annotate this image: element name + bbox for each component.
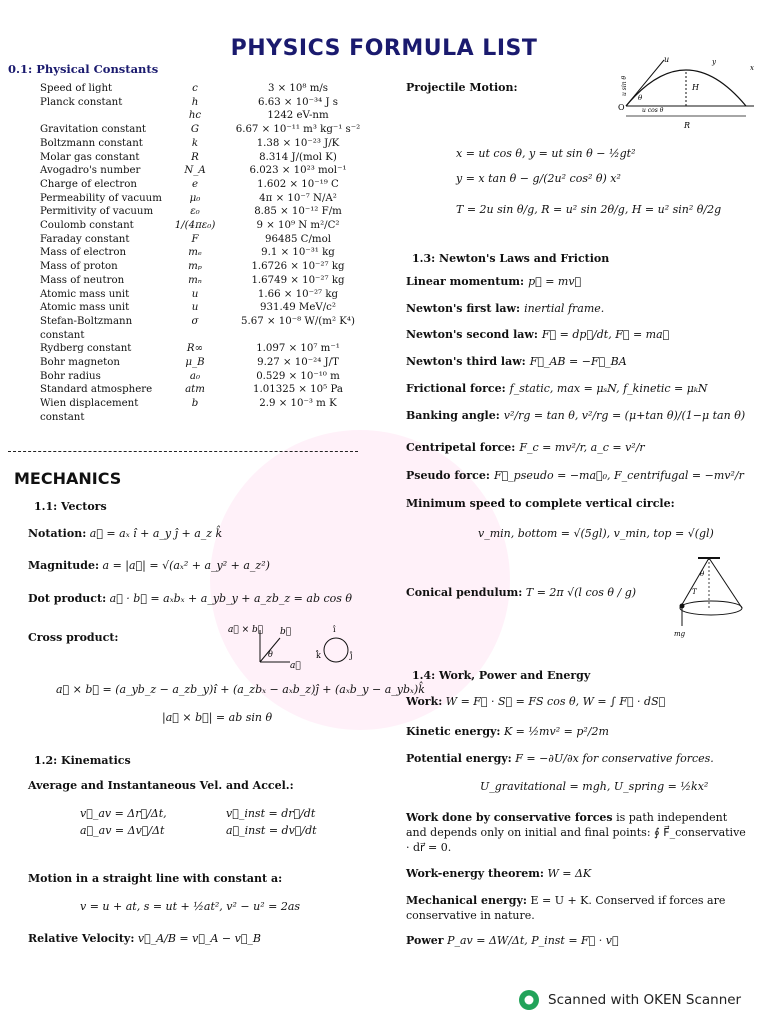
constant-name: Molar gas constant — [40, 151, 140, 163]
ke-line — [406, 725, 609, 738]
newton-item-label: Newton's first law: — [406, 302, 521, 315]
fig-H: H — [692, 83, 699, 92]
fig-b-label: b⃗ — [280, 627, 292, 637]
we-eq: W = ΔK — [547, 867, 592, 880]
a-av-eq: a⃗_av = Δv⃗/Δt — [80, 824, 165, 837]
constant-value: 1.602 × 10⁻¹⁹ C — [257, 178, 339, 190]
constant-name: Rydberg constant — [40, 343, 132, 355]
constant-symbol: N_A — [184, 165, 206, 177]
dot-eq: a⃗ · b⃗ = aₓbₓ + a_yb_y + a_zb_z = ab cos θ — [109, 592, 353, 605]
newton-item-label: Newton's second law: — [406, 328, 538, 341]
newton-item — [406, 409, 745, 422]
constant-name: Stefan-Boltzmann constant — [40, 315, 133, 341]
cross-mag-eq: |a⃗ × b⃗| = ab sin θ — [162, 711, 273, 724]
avg-inst-label: Average and Instantaneous Vel. and Accel.: — [28, 779, 294, 792]
constant-symbol: a₀ — [189, 370, 201, 382]
constant-value: 6.023 × 10²³ mol⁻¹ — [249, 165, 347, 177]
magnitude-label: Magnitude: — [28, 559, 100, 572]
constant-name: Atomic mass unit — [40, 302, 130, 314]
constant-symbol: G — [190, 124, 200, 136]
constant-name — [40, 109, 167, 123]
newton-item — [406, 441, 645, 454]
constant-name: Atomic mass unit — [40, 288, 130, 300]
constant-name: Avogadro's number — [40, 165, 141, 177]
constant-name: Mass of electron — [40, 247, 127, 259]
constant-row — [40, 383, 373, 397]
constant-value: 8.85 × 10⁻¹² F/m — [254, 206, 342, 218]
constant-row — [40, 370, 373, 384]
scanner-footer — [518, 989, 741, 1011]
page-title: PHYSICS FORMULA LIST — [230, 36, 538, 61]
constant-row — [40, 123, 373, 137]
fig-R: R — [684, 121, 691, 130]
constant-row — [40, 205, 373, 219]
pe-eq2: U_gravitational = mgh, U_spring = ½kx² — [480, 780, 709, 793]
constant-symbol: e — [191, 178, 199, 190]
constant-row — [40, 397, 373, 424]
cross-eq: a⃗ × b⃗ = (a_yb_z − a_zb_y)î + (a_zbₓ − aₓb_z)ĵ + (aₓb_y − a_ybₓ)k̂ — [56, 683, 425, 696]
constant-row — [40, 246, 373, 260]
constant-value: 1.38 × 10⁻²³ J/K — [256, 137, 340, 149]
notation-line — [28, 527, 222, 540]
constants-heading: 0.1: Physical Constants — [8, 62, 159, 76]
cross-label: Cross product: — [28, 631, 119, 644]
constant-name: Speed of light — [40, 83, 113, 94]
fig-a-label: a⃗ — [290, 661, 301, 671]
pe-line — [406, 752, 714, 765]
vertical-circle-eq: v_min, bottom = √(5gl), v_min, top = √(gl) — [478, 527, 714, 540]
constant-symbol: atm — [185, 384, 205, 396]
constant-value: 3 × 10⁸ m/s — [267, 83, 329, 94]
constant-name: Wien displacement constant — [40, 398, 139, 423]
constant-symbol: c — [192, 83, 198, 94]
projectile-eq3: T = 2u sin θ/g, R = u² sin 2θ/g, H = u² sin² θ/2g — [456, 203, 722, 216]
constant-value: 9.1 × 10⁻³¹ kg — [261, 247, 335, 259]
a-inst-eq: a⃗_inst = dv⃗/dt — [226, 824, 317, 837]
newton-item — [406, 469, 744, 482]
constant-row — [40, 274, 373, 288]
newton-heading: 1.3: Newton's Laws and Friction — [412, 252, 610, 265]
work-heading: 1.4: Work, Power and Energy — [412, 669, 591, 682]
cons-text: is path independent and depends only on initial and final points: ∮ F⃗_conservative · dr⃗ = 0. — [406, 811, 746, 854]
constant-row — [40, 301, 373, 315]
constant-value: 2.9 × 10⁻³ m K — [259, 398, 337, 410]
fig-theta-c: θ — [700, 570, 705, 578]
constant-row — [40, 82, 373, 96]
straight-line-eq: v = u + at, s = ut + ½at², v² − u² = 2as — [80, 900, 301, 913]
newton-item — [406, 302, 604, 315]
constant-symbol: b — [191, 398, 199, 410]
vertical-circle-label: Minimum speed to complete vertical circle: — [406, 497, 675, 510]
constant-value: 5.67 × 10⁻⁸ W/(m² K⁴) — [241, 315, 355, 327]
fig-usin: u sin θ — [621, 75, 628, 96]
constant-symbol: mₙ — [188, 274, 202, 286]
notation-eq: a⃗ = aₓ î + a_y ĵ + a_z k̂ — [89, 527, 223, 540]
newton-item — [406, 328, 669, 341]
constant-symbol: mₑ — [188, 247, 202, 259]
constant-row — [40, 219, 373, 233]
constant-row — [40, 356, 373, 370]
newton-item-eq: p⃗ = mv⃗ — [528, 275, 582, 288]
conical-eq: T = 2π √(l cos θ / g) — [525, 586, 637, 599]
constant-value: 1.01325 × 10⁵ Pa — [253, 384, 343, 396]
constant-symbol: F — [191, 233, 199, 245]
newton-item-label: Pseudo force: — [406, 469, 490, 482]
me-eq: E = U + K. Conserved if forces are conservative in nature. — [406, 894, 726, 922]
power-eq: P_av = ΔW/Δt, P_inst = F⃗ · v⃗ — [447, 934, 619, 947]
constant-value: 1.097 × 10⁷ m⁻¹ — [256, 343, 340, 355]
fig-u: u — [664, 55, 670, 64]
constant-symbol: hc — [188, 110, 202, 122]
constant-row — [40, 137, 373, 151]
constant-row — [40, 151, 373, 165]
newton-item-eq: f_static, max = μₛN, f_kinetic = μₖN — [509, 382, 708, 395]
v-av-eq: v⃗_av = Δr⃗/Δt, — [80, 807, 167, 820]
power-label: Power — [406, 934, 444, 947]
constant-row — [40, 96, 373, 110]
constant-name: Mass of neutron — [40, 274, 125, 286]
newton-item-label: Centripetal force: — [406, 441, 516, 454]
conical-label: Conical pendulum: — [406, 586, 523, 599]
power-line — [406, 934, 619, 947]
pe-label: Potential energy: — [406, 752, 512, 765]
constant-name: Gravitation constant — [40, 124, 146, 136]
projectile-eq2: y = x tan θ − g/(2u² cos² θ) x² — [456, 172, 621, 185]
constant-value: 9.27 × 10⁻²⁴ J/T — [257, 357, 339, 369]
rel-eq: v⃗_A/B = v⃗_A − v⃗_B — [137, 932, 262, 945]
constant-symbol: R∞ — [186, 343, 204, 355]
constant-value: 6.63 × 10⁻³⁴ J s — [258, 96, 338, 108]
circle-path — [680, 601, 742, 615]
rel-label: Relative Velocity: — [28, 932, 135, 945]
constant-row — [40, 192, 373, 206]
magnitude-line — [28, 559, 270, 572]
magnitude-eq: a = |a⃗| = √(aₓ² + a_y² + a_z²) — [102, 559, 270, 572]
constant-symbol: μ₀ — [189, 192, 201, 204]
constant-name: Mass of proton — [40, 261, 118, 273]
pe-eq: F = −∂U/∂x for conservative forces. — [515, 752, 714, 765]
conservative-block — [406, 810, 746, 855]
constant-value: 1.6749 × 10⁻²⁷ kg — [251, 274, 345, 286]
constant-value: 4π × 10⁻⁷ N/A² — [259, 192, 337, 204]
newton-item-eq: F⃗_pseudo = −ma⃗₀, F_centrifugal = −mv²/r — [493, 469, 744, 482]
string-right — [709, 558, 742, 608]
constant-name: Faraday constant — [40, 233, 130, 245]
constant-row — [40, 288, 373, 302]
constant-row — [40, 260, 373, 274]
me-block — [406, 893, 748, 923]
fig-axb-label: a⃗ × b⃗ — [228, 625, 264, 635]
projectile-eq1: x = ut cos θ, y = ut sin θ − ½gt² — [456, 147, 636, 160]
constant-row — [40, 233, 373, 247]
fig-i: î — [333, 625, 336, 634]
straight-line-label: Motion in a straight line with constant a: — [28, 872, 283, 885]
work-line — [406, 695, 665, 708]
relative-velocity-line — [28, 932, 261, 945]
constant-row — [40, 164, 373, 178]
newton-item-label: Frictional force: — [406, 382, 506, 395]
constant-symbol: h — [191, 96, 199, 108]
v-inst-eq: v⃗_inst = dr⃗/dt — [226, 807, 316, 820]
ke-eq: K = ½mv² = p²/2m — [503, 725, 609, 738]
fig-ucos: u cos θ — [642, 107, 664, 114]
newton-item-eq: F⃗_AB = −F⃗_BA — [529, 355, 627, 368]
newton-item-label: Linear momentum: — [406, 275, 525, 288]
string-left — [680, 558, 709, 608]
constant-name: Planck constant — [40, 96, 123, 108]
constant-name: Boltzmann constant — [40, 137, 143, 149]
constant-value: 931.49 MeV/c² — [260, 302, 336, 314]
kinematics-heading: 1.2: Kinematics — [34, 754, 131, 767]
constant-symbol: σ — [191, 315, 199, 327]
work-eq: W = F⃗ · S⃗ = FS cos θ, W = ∫ F⃗ · dS⃗ — [445, 695, 666, 708]
constant-value: 0.529 × 10⁻¹⁰ m — [256, 370, 340, 382]
fig-k: k̂ — [316, 651, 321, 660]
constant-name: Bohr magneton — [40, 357, 120, 369]
fig-j: ĵ — [350, 651, 353, 660]
conical-pendulum-figure — [670, 556, 750, 638]
constant-value: 96485 C/mol — [265, 233, 331, 245]
constant-symbol: μ_B — [185, 357, 205, 369]
fig-theta: θ — [268, 650, 273, 659]
fig-theta-p: θ — [638, 94, 643, 102]
newton-item — [406, 275, 581, 288]
constant-value: 9 × 10⁹ N m²/C² — [256, 220, 340, 232]
we-line — [406, 867, 591, 880]
dot-label: Dot product: — [28, 592, 107, 605]
fig-x: x — [750, 64, 754, 72]
constant-name: Coulomb constant — [40, 220, 134, 232]
constant-row — [40, 178, 373, 192]
footer-text: Scanned with OKEN Scanner — [548, 992, 742, 1008]
ijk-cycle — [324, 638, 348, 662]
constant-symbol: ε₀ — [190, 206, 200, 218]
newton-item — [406, 355, 627, 368]
constant-value: 6.67 × 10⁻¹¹ m³ kg⁻¹ s⁻² — [235, 124, 361, 136]
projectile-figure — [614, 54, 760, 132]
constant-name: Permitivity of vacuum — [40, 206, 154, 218]
constant-name: Charge of electron — [40, 178, 137, 190]
constant-symbol: 1/(4πε₀) — [174, 220, 216, 232]
constant-value: 1.6726 × 10⁻²⁷ kg — [251, 261, 345, 273]
fig-T: T — [692, 588, 697, 596]
newton-item-eq: F_c = mv²/r, a_c = v²/r — [519, 441, 645, 454]
mechanics-heading: MECHANICS — [14, 469, 122, 488]
newton-item-eq: F⃗ = dp⃗/dt, F⃗ = ma⃗ — [541, 328, 670, 341]
vectors-heading: 1.1: Vectors — [34, 500, 107, 513]
u-vector — [626, 60, 664, 106]
constant-value: 1.66 × 10⁻²⁷ kg — [257, 288, 339, 300]
cons-label: Work done by conservative forces — [406, 811, 613, 824]
notation-label: Notation: — [28, 527, 87, 540]
cross-product-figure — [228, 622, 368, 672]
constant-symbol: R — [191, 151, 199, 163]
constant-symbol: u — [191, 288, 199, 300]
newton-item-label: Banking angle: — [406, 409, 500, 422]
me-label: Mechanical energy: — [406, 894, 527, 907]
newton-item-eq: v²/rg = tan θ, v²/rg = (μ+tan θ)/(1−μ tan θ) — [503, 409, 746, 422]
we-label: Work-energy theorem: — [406, 867, 544, 880]
constant-value: 8.314 J/(mol K) — [259, 151, 337, 163]
newton-item — [406, 382, 708, 395]
constant-row — [40, 315, 373, 342]
projectile-label: Projectile Motion: — [406, 81, 518, 94]
conical-line — [406, 586, 636, 599]
constant-row — [40, 342, 373, 356]
constant-name: Standard atmosphere — [40, 384, 153, 396]
constant-symbol: mₚ — [188, 261, 202, 273]
section-divider — [8, 451, 358, 452]
dot-line — [28, 592, 352, 605]
constant-row — [40, 109, 373, 123]
fig-y: y — [712, 58, 716, 66]
work-label: Work: — [406, 695, 443, 708]
constant-symbol: k — [191, 137, 199, 149]
constant-name: Bohr radius — [40, 370, 101, 382]
cross-line — [28, 631, 118, 644]
fig-mg: mg — [674, 630, 686, 638]
fig-O: O — [618, 103, 625, 112]
ke-label: Kinetic energy: — [406, 725, 501, 738]
constants-table — [40, 82, 373, 425]
newton-item-eq: inertial frame. — [524, 302, 605, 315]
scanner-logo-icon — [518, 989, 540, 1011]
constant-symbol: u — [191, 302, 199, 314]
newton-item-label: Newton's third law: — [406, 355, 526, 368]
constant-value: 1242 eV-nm — [267, 110, 329, 122]
constant-name: Permeability of vacuum — [40, 192, 162, 204]
